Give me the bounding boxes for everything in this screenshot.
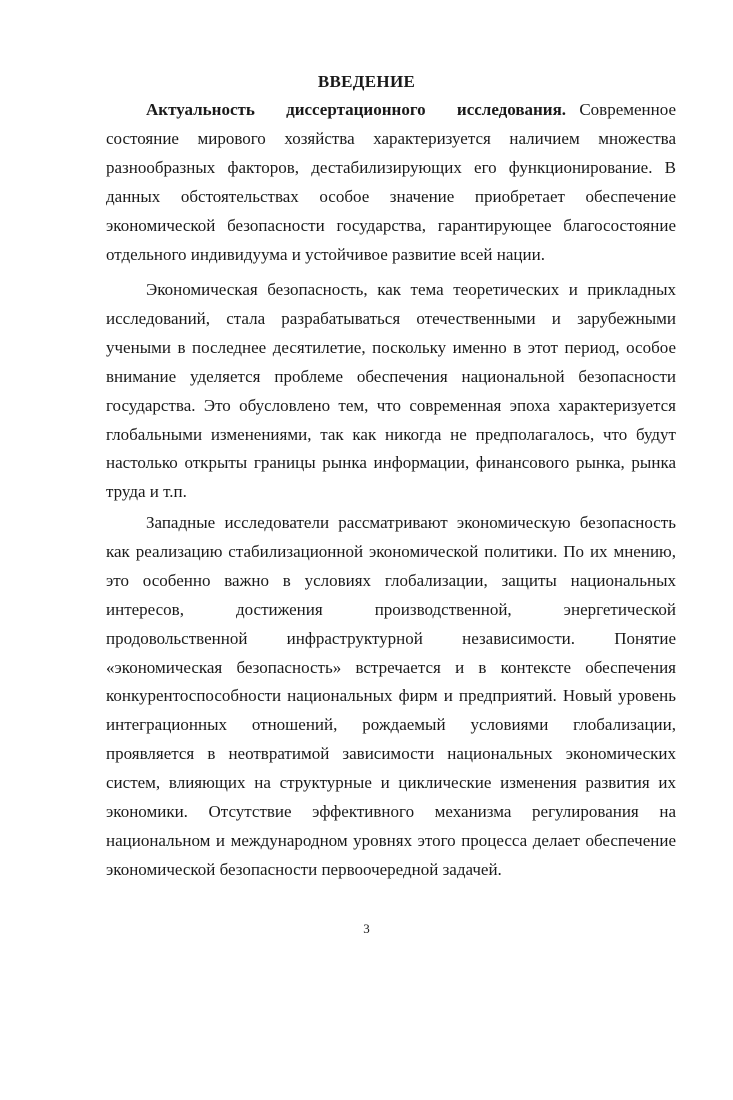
- paragraph-economic-security: [106, 276, 676, 507]
- paragraph-text: Современное состояние мирового хозяйства характеризуется наличием множества разнообразных факторов, дестабилизирующих его функционирование. В данных обстоятельствах особое значение приобретает обеспечение экономической безопасности государства, гарантирующее благосостояние отдельного индивидуума и устойчивое развитие всей нации.: [106, 100, 676, 264]
- paragraph-relevance: [106, 96, 676, 269]
- section-heading: ВВЕДЕНИЕ: [317, 72, 416, 91]
- paragraph-text: Западные исследователи рассматривают экономическую безопасность как реализацию стабилизационной экономической политики. По их мнению, это особенно важно в условиях глобализации, защиты национальных интересов, достижения производственной, энергетической продовольственной инфраструктурной независимости. Понятие «экономическая безопасность» встречается и в контексте обеспечения конкурентоспособности национальных фирм и предприятий. Новый уровень интеграционных отношений, рождаемый условиями глобализации, проявляется в неотвратимой зависимости национальных экономических систем, влияющих на структурные и циклические изменения развития их экономики. Отсутствие эффективного механизма регулирования на национальном и международном уровнях этого процесса делает обеспечение экономической безопасности первоочередной задачей.: [106, 513, 676, 879]
- paragraph-text: Экономическая безопасность, как тема теоретических и прикладных исследований, стала разрабатываться отечественными и зарубежными учеными в последнее десятилетие, поскольку именно в этот период, особое внимание уделяется проблеме обеспечения национальной безопасности государства. Это обусловлено тем, что современная эпоха характеризуется глобальными изменениями, так как никогда не предполагалось, что будут настолько открыты границы рынка информации, финансового рынка, рынка труда и т.п.: [106, 280, 676, 502]
- page-number: 3: [363, 921, 370, 936]
- paragraph-western-researchers: [106, 509, 676, 885]
- relevance-lead: Актуальность диссертационного исследования.: [146, 100, 567, 119]
